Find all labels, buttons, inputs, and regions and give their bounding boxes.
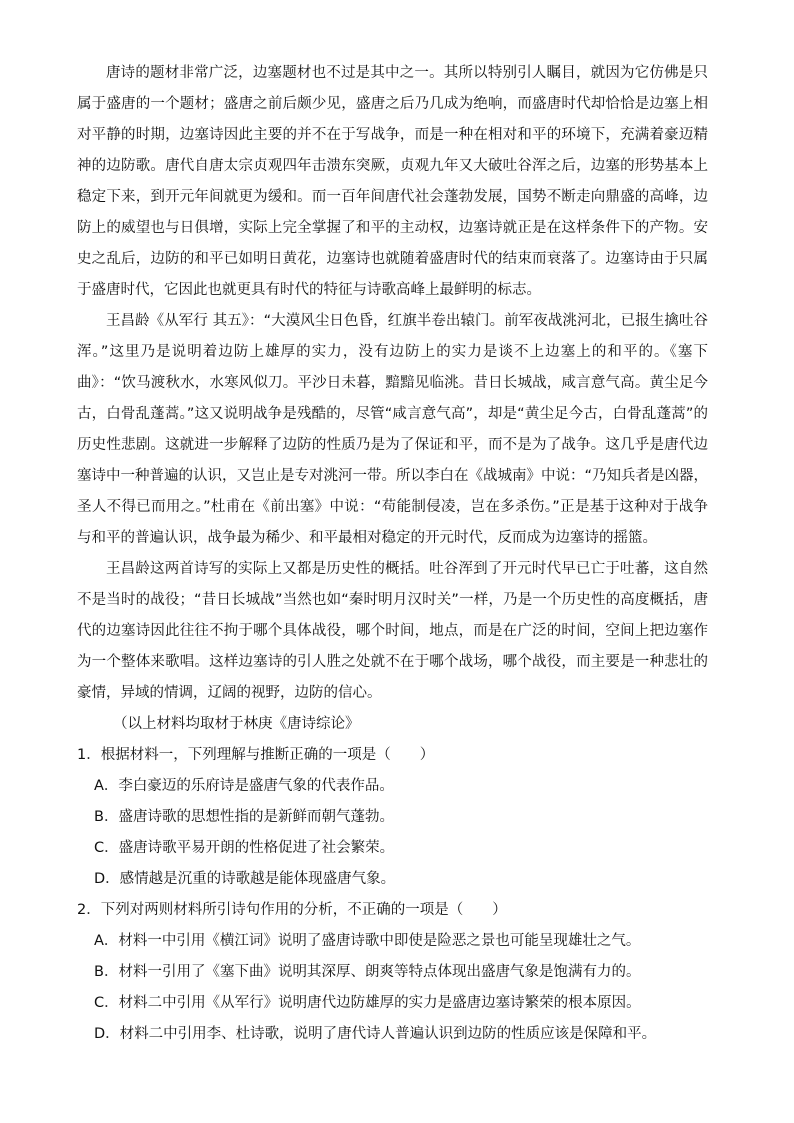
question-2-option-a: A．材料一中引用《横江词》说明了盛唐诗歌中即使是险恶之景也可能呈现雄壮之气。: [94, 933, 641, 949]
question-2: [77, 895, 708, 1050]
question-2-stem: 2．下列对两则材料所引诗句作用的分析，不正确的一项是（ ）: [77, 902, 507, 918]
material-paragraph-2: 王昌龄《从军行 其五》：“大漠风尘日色昏，红旗半卷出辕门。前军夜战洮河北，已报生擒吐谷浑。”这里乃是说明着边防上雄厚的实力，没有边防上的实力是谈不上边塞上的和平的。《塞下曲》：“饮马渡秋水，水寒风似刀。平沙日未暮，黯黯见临洮。昔日长城战，咸言意气高。黄尘足今古，白骨乱蓬蒿。”这又说明战争是残酷的，尽管“咸言意气高”，却是“黄尘足今古，白骨乱蓬蒿”的历史性悲剧。这就进一步解释了边防的性质乃是为了保证和平，而不是为了战争。这几乎是唐代边塞诗中一种普遍的认识，又岂止是专对洮河一带。所以李白在《战城南》中说：“乃知兵者是凶器，圣人不得已而用之。”杜甫在《前出塞》中说：“苟能制侵凌，岂在多杀伤。”正是基于这种对于战争与和平的普遍认识，战争最为稀少、和平最相对稳定的开元时代，反而成为边塞诗的摇篮。: [77, 313, 709, 546]
question-1-option-d: D．感情越是沉重的诗歌越是能体现盛唐气象。: [94, 871, 396, 887]
question-1-option-c: C．盛唐诗歌平易开朗的性格促进了社会繁荣。: [94, 840, 395, 856]
question-1-option-b: B．盛唐诗歌的思想性指的是新鲜而朝气蓬勃。: [94, 809, 394, 825]
question-2-option-d: D．材料二中引用李、杜诗歌，说明了唐代诗人普遍认识到边防的性质应该是保障和平。: [94, 1026, 657, 1042]
question-2-option-c: C．材料二中引用《从军行》说明唐代边防雄厚的实力是盛唐边塞诗繁荣的根本原因。: [94, 995, 641, 1011]
question-2-option-b: B．材料一引用了《塞下曲》说明其深厚、朗爽等特点体现出盛唐气象是饱满有力的。: [94, 964, 641, 980]
question-1: [77, 740, 708, 895]
material-paragraph-3: 王昌龄这两首诗写的实际上又都是历史性的概括。吐谷浑到了开元时代早已亡于吐蕃，这自然不是当时的战役；“昔日长城战”当然也如“秦时明月汉时关”一样，乃是一个历史性的高度概括，唐代的边塞诗因此往往不拘于哪个具体战役，哪个时间，地点，而是在广泛的时间，空间上把边塞作为一个整体来歌唱。这样边塞诗的引人胜之处就不在于哪个战场，哪个战役，而主要是一种悲壮的豪情，异域的情调，辽阔的视野，边防的信心。: [77, 561, 708, 701]
material-paragraph-1: 唐诗的题材非常广泛，边塞题材也不过是其中之一。其所以特别引人瞩目，就因为它仿佛是只属于盛唐的一个题材；盛唐之前后颇少见，盛唐之后乃几成为绝响，而盛唐时代却恰恰是边塞上相对平静的时期，边塞诗因此主要的并不在于写战争，而是一种在相对和平的环境下，充满着豪迈精神的边防歌。唐代自唐太宗贞观四年击溃东突厥，贞观九年又大破吐谷浑之后，边塞的形势基本上稳定下来，到开元年间就更为缓和。而一百年间唐代社会蓬勃发展，国势不断走向鼎盛的高峰，边防上的威望也与日俱增，实际上完全掌握了和平的主动权，边塞诗就正是在这样条件下的产物。安史之乱后，边防的和平已如明日黄花，边塞诗也就随着盛唐时代的结束而衰落了。边塞诗由于只属于盛唐时代，它因此也就更具有时代的特征与诗歌高峰上最鲜明的标志。: [77, 65, 708, 298]
question-1-stem: 1．根据材料一，下列理解与推断正确的一项是（ ）: [77, 747, 435, 763]
question-1-option-a: A．李白豪迈的乐府诗是盛唐气象的代表作品。: [94, 778, 394, 794]
source-note: （以上材料均取材于林庚《唐诗综论》: [113, 716, 360, 732]
